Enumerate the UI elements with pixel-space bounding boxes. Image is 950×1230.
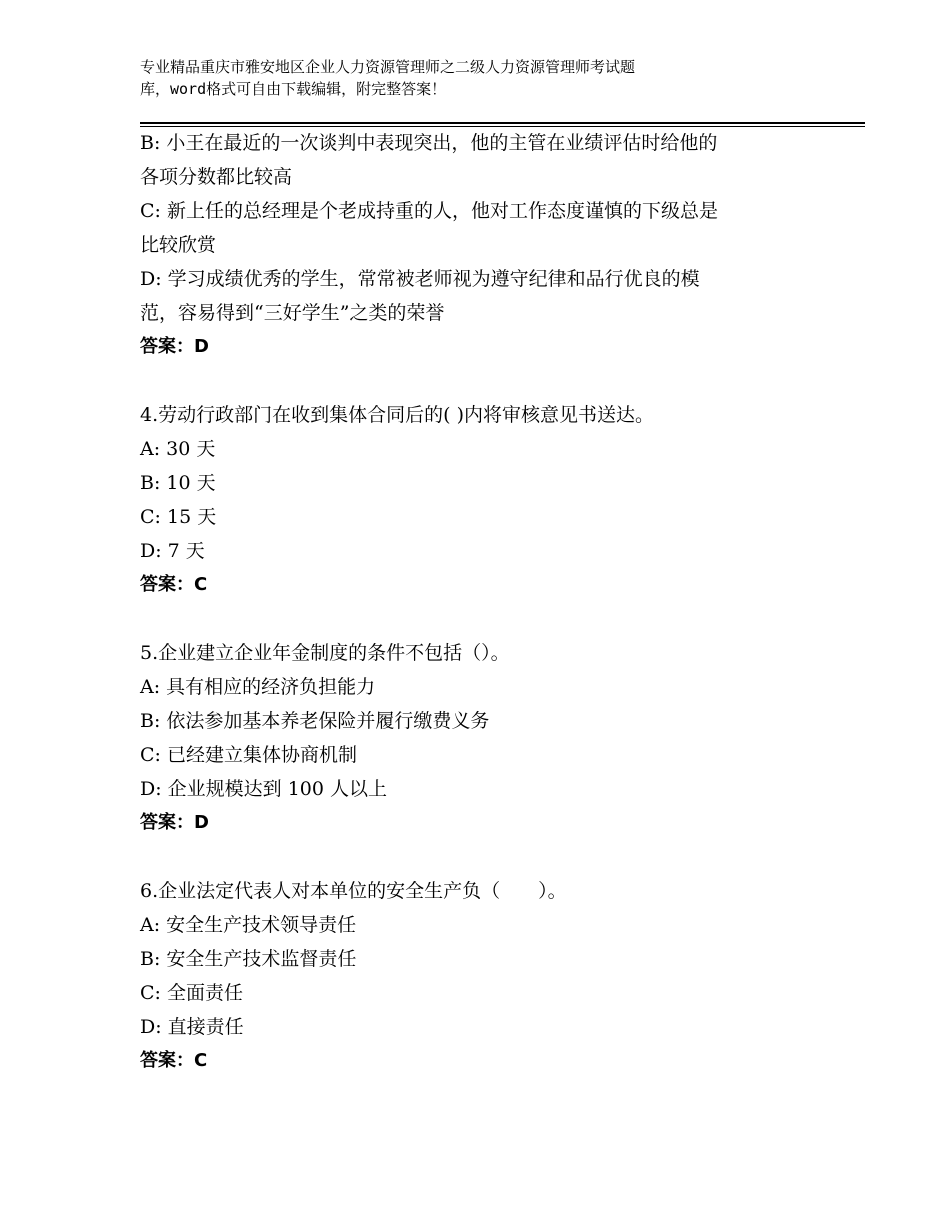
document-body	[140, 126, 840, 1078]
question-4	[140, 398, 840, 602]
question-5	[140, 636, 840, 840]
answer-label: 答案：C	[140, 1050, 208, 1071]
document-header	[140, 56, 800, 100]
option-d-continued: 范，容易得到“三好学生”之类的荣誉	[140, 302, 445, 324]
option-b: B: 安全生产技术监督责任	[140, 948, 357, 970]
option-c: C: 新上任的总经理是个老成持重的人，他对工作态度谨慎的下级总是	[140, 200, 718, 222]
option-c: C: 全面责任	[140, 982, 243, 1004]
answer-label: 答案：C	[140, 574, 208, 595]
spacer	[140, 840, 840, 874]
question-stem: 6.企业法定代表人对本单位的安全生产负（ ）。	[140, 880, 567, 902]
option-a: A: 安全生产技术领导责任	[140, 914, 357, 936]
option-d: D: 7 天	[140, 540, 205, 562]
option-b: B: 小王在最近的一次谈判中表现突出，他的主管在业绩评估时给他的	[140, 132, 718, 154]
option-b: B: 依法参加基本养老保险并履行缴费义务	[140, 710, 490, 732]
header-rule-thick	[140, 122, 865, 124]
option-b-continued: 各项分数都比较高	[140, 166, 293, 188]
header-line-1: 专业精品重庆市雅安地区企业人力资源管理师之二级人力资源管理师考试题	[140, 58, 636, 76]
spacer	[140, 602, 840, 636]
option-c: C: 15 天	[140, 506, 217, 528]
option-d: D: 学习成绩优秀的学生，常常被老师视为遵守纪律和品行优良的模	[140, 268, 700, 290]
option-d: D: 企业规模达到 100 人以上	[140, 778, 388, 800]
option-a: A: 30 天	[140, 438, 216, 460]
header-line-2: 库，word格式可自由下载编辑，附完整答案！	[140, 80, 447, 98]
option-c: C: 已经建立集体协商机制	[140, 744, 357, 766]
question-3-options	[140, 126, 840, 364]
question-6	[140, 874, 840, 1078]
answer-label: 答案：D	[140, 812, 209, 833]
option-c-continued: 比较欣赏	[140, 234, 217, 256]
answer-label: 答案：D	[140, 336, 209, 357]
option-b: B: 10 天	[140, 472, 216, 494]
option-a: A: 具有相应的经济负担能力	[140, 676, 376, 698]
question-stem: 4.劳动行政部门在收到集体合同后的( )内将审核意见书送达。	[140, 404, 654, 426]
question-stem: 5.企业建立企业年金制度的条件不包括（）。	[140, 642, 510, 664]
option-d: D: 直接责任	[140, 1016, 244, 1038]
spacer	[140, 364, 840, 398]
